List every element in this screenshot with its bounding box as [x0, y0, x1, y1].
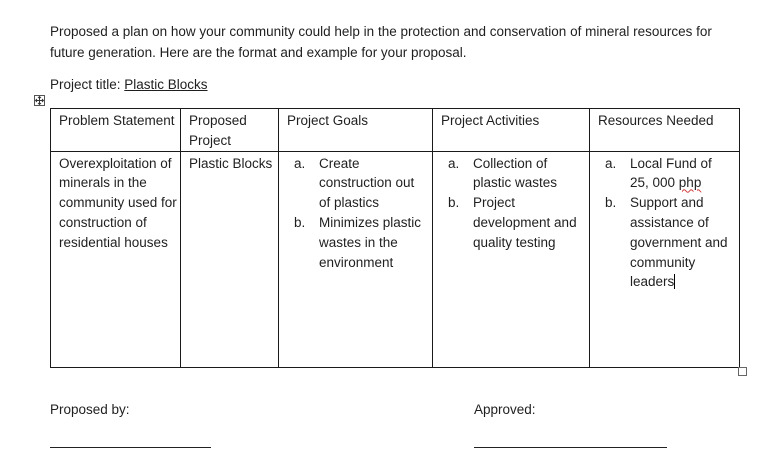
approved-signature-line — [474, 447, 667, 448]
project-title-line — [50, 75, 208, 95]
proposal-table — [50, 108, 740, 368]
table-row — [51, 151, 740, 367]
header-problem-statement[interactable]: Problem Statement — [51, 109, 181, 152]
cell-project-activities[interactable] — [433, 151, 590, 367]
resource-item-text: Support and assistance of government and community — [630, 195, 728, 270]
table-resize-handle-icon[interactable] — [738, 367, 747, 376]
header-project-activities[interactable]: Project Activities — [433, 109, 590, 152]
activity-item: Collection of plastic wastes — [473, 155, 558, 191]
table-header-row — [51, 109, 740, 152]
project-title-label: Project title: — [50, 77, 125, 92]
table-move-handle-icon[interactable] — [34, 95, 45, 106]
header-proposed-project[interactable]: Proposed Project — [181, 109, 279, 152]
approved-label: Approved: — [474, 402, 536, 417]
cell-proposed-project[interactable]: Plastic Blocks — [181, 151, 279, 367]
resource-item — [630, 154, 733, 194]
activity-item: Project development and quality testing — [473, 195, 577, 250]
project-title-value: Plastic Blocks — [124, 77, 208, 92]
spellcheck-flagged-word[interactable]: php — [678, 175, 702, 191]
intro-paragraph: Proposed a plan on how your community could help in the protection and conservation of mineral resources for future generation. Here are the format and example for your proposal. — [50, 24, 712, 60]
header-resources-needed[interactable]: Resources Needed — [590, 109, 740, 152]
resource-item-text: Local Fund of 25, 000 — [630, 155, 712, 191]
resource-item — [630, 193, 733, 292]
proposed-by-signature-line — [50, 447, 211, 448]
goal-item: Create construction out of plastics — [319, 155, 415, 211]
cell-resources-needed[interactable] — [590, 151, 740, 367]
proposed-by-label: Proposed by: — [50, 402, 130, 417]
text-cursor-word[interactable]: leaders — [630, 274, 675, 290]
cell-project-goals[interactable] — [279, 151, 433, 367]
cell-problem-statement[interactable]: Overexploitation of minerals in the community used for construction of residential houses — [51, 151, 181, 367]
goal-item: Minimizes plastic wastes in the environment — [319, 214, 422, 270]
header-project-goals[interactable]: Project Goals — [279, 109, 433, 152]
